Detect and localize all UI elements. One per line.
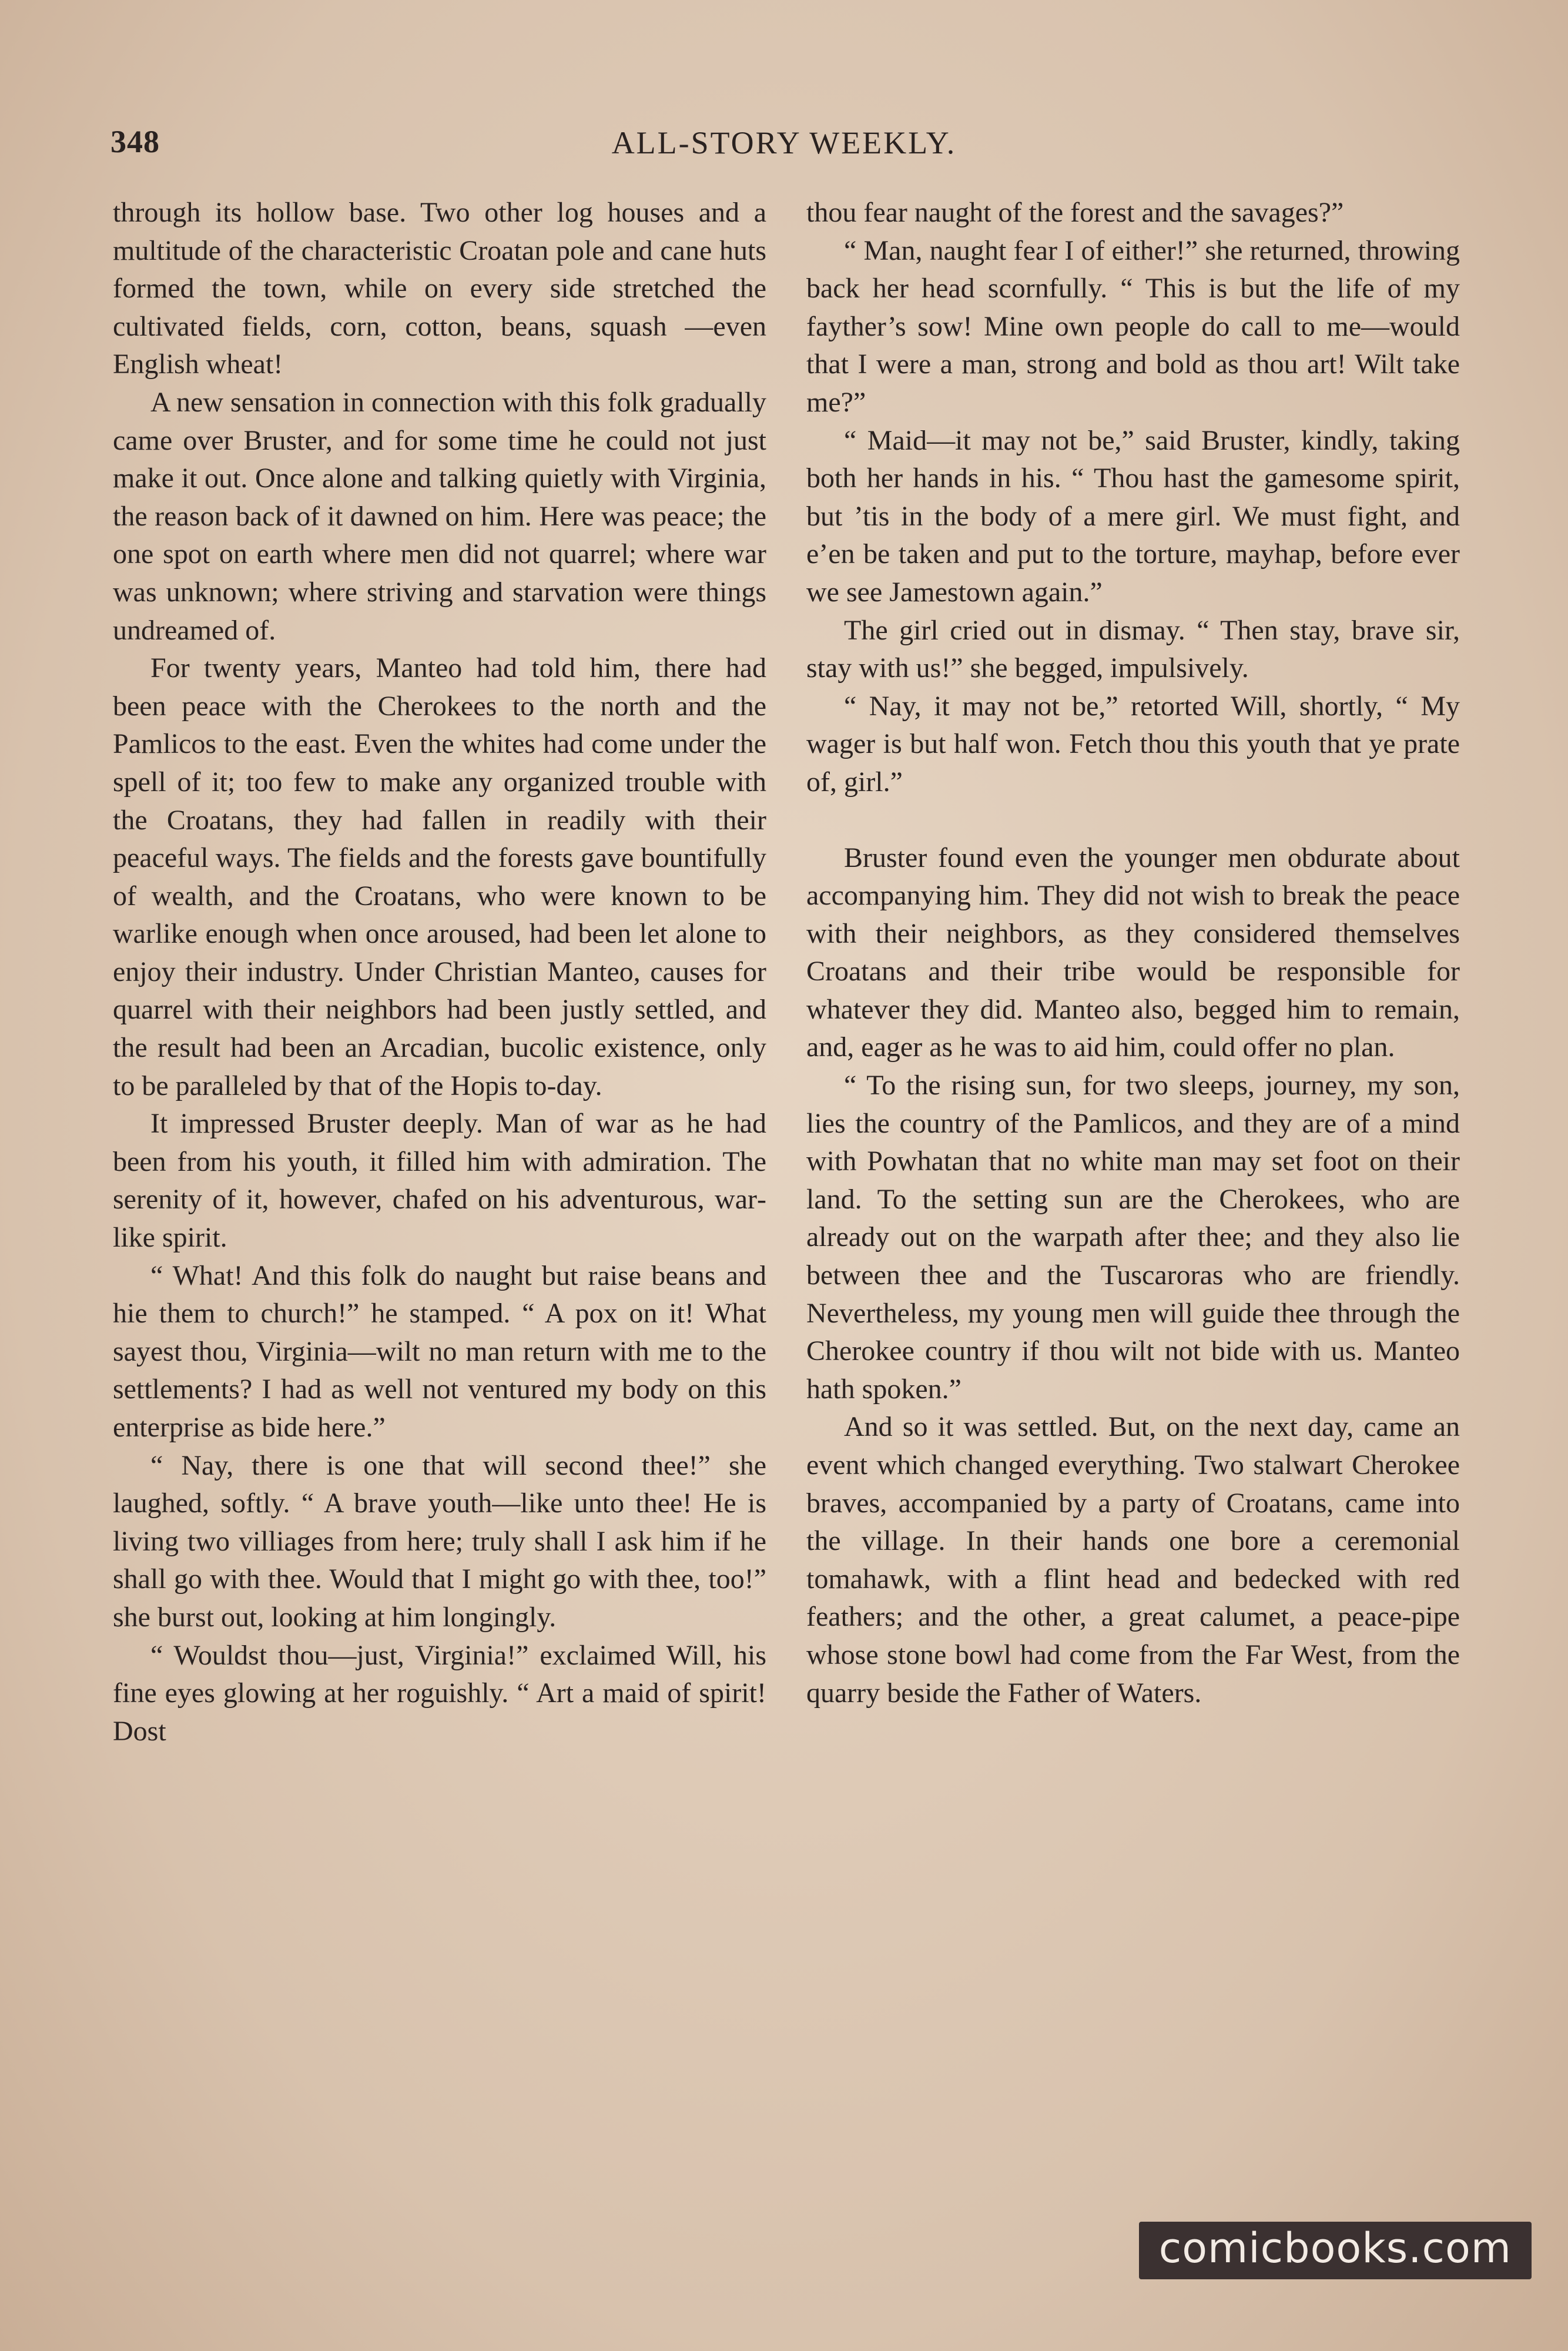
paragraph: “ Nay, there is one that will second thee!” she laughed, softly. “ A brave youth—like unto thee! He is living two villiages from here; truly shall I ask him if he shall go with thee. Would that I might go with thee, too!” she burst out, looking at him longingly.: [113, 1449, 766, 1633]
paragraph: It impressed Bruster deeply. Man of war as he had been from his youth, it filled him with admiration. The serenity of it, however, chafed on his adventurous, warlike spirit.: [113, 1108, 766, 1254]
paragraph: “ Wouldst thou—just, Virginia!” exclaimed Will, his fine eyes glowing at her roguishly. “ Art a maid of spirit! Dost: [113, 1639, 766, 1747]
paragraph: thou fear naught of the forest and the savages?”: [806, 197, 1344, 228]
watermark-badge: comicbooks.com: [1139, 2222, 1532, 2279]
paragraph: Bruster found even the younger men obdurate about accompanying him. They did not wish to break the peace with their neighbors, as they considered themselves Croatans and their tribe would be responsible for whatever they did. Manteo also, begged him to remain, and, eager as he was to aid him, could offer no plan.: [806, 842, 1460, 1063]
paragraph: “ Nay, it may not be,” retorted Will, shortly, “ My wager is but half won. Fetch thou this youth that ye prate of, girl.”: [806, 690, 1460, 798]
left-column: [113, 194, 766, 1750]
paragraph: A new sensation in connection with this folk gradually came over Bruster, and for some time he could not just make it out. Once alone and talking quietly with Virginia, the reason back of it dawned on him. Here was peace; the one spot on earth where men did not quarrel; where war was unknown; where striving and starvation were things undreamed of.: [113, 386, 766, 646]
paragraph: The girl cried out in dismay. “ Then stay, brave sir, stay with us!” she begged, impulsively.: [806, 614, 1460, 684]
paragraph: For twenty years, Manteo had told him, there had been peace with the Cherokees to the north and the Pamlicos to the east. Even the whites had come under the spell of it; too few to make any organized trouble with the Croatans, they had fallen in readily with their peaceful ways. The fields and the forests gave bountifully of wealth, and the Croatans, who were known to be warlike enough when once aroused, had been let alone to enjoy their industry. Under Christian Manteo, causes for quarrel with their neighbors had been justly settled, and the result had been an Arcadian, bucolic existence, only to be paralleled by that of the Hopis to-day.: [113, 652, 766, 1101]
paragraph: “ Man, naught fear I of either!” she returned, throwing back her head scornfully. “ This is but the life of my fayther’s sow! Mine own people do call to me—would that I were a man, strong and bold as thou art! Wilt take me?”: [806, 235, 1460, 418]
running-head-title: ALL-STORY WEEKLY.: [611, 125, 957, 160]
page-number: 348: [110, 124, 160, 159]
paragraph: “ To the rising sun, for two sleeps, journey, my son, lies the country of the Pamlicos, and they are of a mind with Powhatan that no white man may set foot on their land. To the setting sun are the Cherokees, who are already out on the warpath after thee; and they also lie between thee and the Tuscaroras who are friendly. Nevertheless, my young men will guide thee through the Cherokee country if thou wilt not bide with us. Manteo hath spoken.”: [806, 1070, 1460, 1405]
right-column: [806, 194, 1460, 1712]
paragraph: through its hollow base. Two other log houses and a multitude of the characteristic Croatan pole and cane huts formed the town, while on every side stretched the cultivated fields, corn, cotton, beans, squash —even English wheat!: [113, 197, 766, 380]
paragraph: “ What! And this folk do naught but raise beans and hie them to church!” he stamped. “ A pox on it! What sayest thou, Virginia—wilt no man return with me to the settlements? I had as well not ventured my body on this enterprise as bide here.”: [113, 1260, 766, 1443]
paragraph: “ Maid—it may not be,” said Bruster, kindly, taking both her hands in his. “ Thou hast the gamesome spirit, but ’tis in the body of a mere girl. We must fight, and e’en be taken and put to the torture, mayhap, before ever we see Jamestown again.”: [806, 424, 1460, 608]
paragraph: And so it was settled. But, on the next day, came an event which changed everything. Two stalwart Cherokee braves, accompanied by a party of Croatans, came into the village. In their hands one bore a ceremonial tomahawk, with a flint head and bedecked with red feathers; and the other, a great calumet, a peace-pipe whose stone bowl had come from the Far West, from the quarry beside the Father of Waters.: [806, 1411, 1460, 1709]
